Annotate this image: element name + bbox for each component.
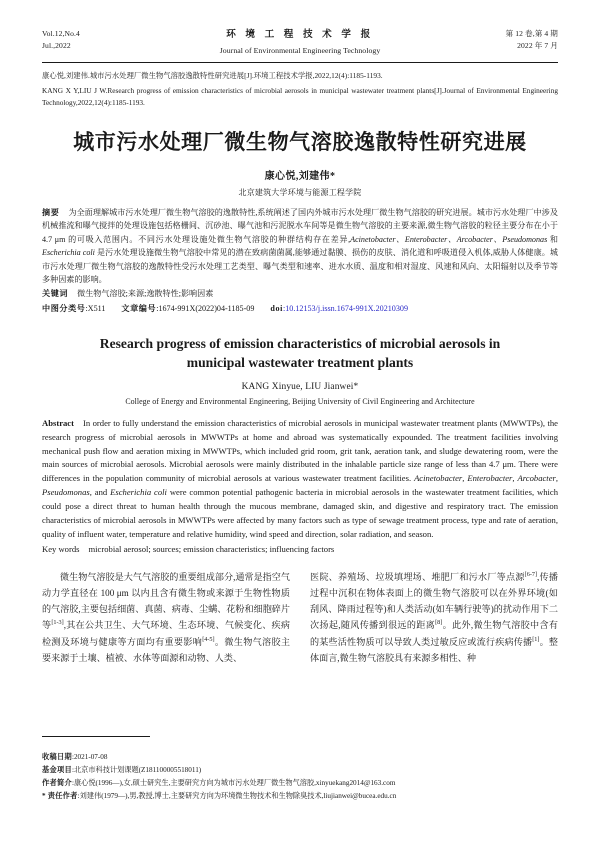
body-column-right xyxy=(310,569,558,666)
abstract-species-cn-1: Acinetobacter、Enterobacter、Arcobacter、Pseudomonas xyxy=(350,234,548,244)
affiliation-cn: 北京建筑大学环境与能源工程学院 xyxy=(238,187,362,197)
footnote-author-bio xyxy=(42,777,558,790)
body-right-text-d: 。整体面言,微生物气溶胶具有来源多相性、种 xyxy=(310,636,558,663)
doi-label: doi xyxy=(270,304,283,314)
author-bio-value: :康心悦(1996—),女,硕士研究生,主要研究方向为城市污水处理厂微生物气溶胶,xinyuekang2014@163.com xyxy=(71,778,396,787)
abstract-en: Abstract In order to fully understand the emission characteristics of microbial aerosols in municipal wastewater treatment plants (MWWTPs), the research progress of microbial aerosols in MWWTPs at home and abroad was systematically expounded. The treatment facilities involving mechanical push flow and aeration mixing in MWWTPs, which included grid room, grit tank, aeration tank, and sludge dewatering room, were the main sources of microbial aerosols. Microbial aerosols were mainly distributed in the inhalable particle size range of less than 4.7 μm. There were differences in the population community of microbial aerosols at various wastewater treatment facilities. Acinetobacter, Enterobacter, Arcobacter, Pseudomonas, and Escherichia coli were common potential pathogenic bacteria in microbial aerosols in the wastewater treatment facilities, which could pose a direct threat to human health through the mucous membrane, damaged skin, and digestive and respiratory tract. The emission characteristics of microbial aerosols in MWWTPs were affected by many factors such as type of sewage treatment process, type and rate of aeration, quality of influent water, temperature and relative humidity, wind speed and direction, solar radiation, and season. xyxy=(42,417,559,540)
corresponding-author-marker: * xyxy=(42,791,46,800)
body-columns xyxy=(42,569,558,666)
abstract-species-en-3: Arcobacter xyxy=(517,473,556,484)
body-right-text-b: ,传播过程中沉积在物体表面上的微生物气溶胶可以在外界环境(如刮风、降雨过程等)和人类活动(如车辆行驶等)的扰动作用下二次扬起,随风传播到很远的距离 xyxy=(310,571,558,631)
journal-title-en: Journal of Environmental Engineering Technology xyxy=(219,45,381,55)
article-metadata-cn xyxy=(42,302,558,316)
article-title-cn: 城市污水处理厂微生物气溶胶逸散特性研究进展 xyxy=(73,129,527,154)
clc-value: :X511 xyxy=(85,304,106,314)
abstract-species-en-4: Pseudomonas xyxy=(42,487,90,498)
doi-value[interactable]: :10.12153/j.issn.1674-991X.20210309 xyxy=(282,304,408,314)
keywords-value-en: microbial aerosol; sources; emission characteristics; influencing factors xyxy=(88,543,335,554)
corresponding-author-label: 责任作者 xyxy=(47,791,78,800)
received-date-label: 收稿日期 xyxy=(42,752,72,761)
date-cn: 2022 年 7 月 xyxy=(517,40,558,50)
fund-project-label: 基金项目 xyxy=(42,765,72,774)
authors-cn: 康心悦,刘建伟* xyxy=(264,170,336,182)
article-number xyxy=(121,304,254,313)
body-left-text-c: 。微生物气溶胶主要来源于土壤、植被、水体等面源和动物、人类、 xyxy=(42,636,290,663)
citation-ref-1[interactable]: [1-3] xyxy=(51,619,64,627)
abstract-species-en-1: Acinetobacter xyxy=(414,473,463,484)
body-right-text-a: 医院、养殖场、垃圾填埋场、堆肥厂和污水厂等点源 xyxy=(310,571,525,582)
body-paragraph-left xyxy=(42,569,290,666)
affiliation-en: College of Energy and Environmental Engineering, Beijing University of Civil Engineering and Architecture xyxy=(125,396,475,406)
date-en: Jul.,2022 xyxy=(42,40,71,50)
running-head-right xyxy=(448,28,558,52)
body-paragraph-right xyxy=(310,569,558,666)
received-date-value: :2021-07-08 xyxy=(71,752,108,761)
citation-chinese: 康心悦,刘建伟.城市污水处理厂微生物气溶胶逸散特性研究进展[J].环境工程技术学报,2022,12(4):1185-1193. xyxy=(42,70,383,80)
keywords-en xyxy=(42,543,558,557)
running-head xyxy=(42,28,558,57)
abstract-species-en-5: Escherichia coli xyxy=(110,487,167,498)
abstract-body-en-part2: were common potential pathogenic bacteria in microbial aerosols in the wastewater treatment facilities, which could pose a direct threat to human health through the mucous membrane, damaged skin, and digestive and respiratory tract. The emission characteristics of microbial aerosols in MWWTPs were affected by many factors such as type of sewage treatment process, type and rate of aeration, quality of influent water, temperature and relative humidity, wind speed and direction, solar radiation, and season. xyxy=(42,487,558,540)
citation-ref-2[interactable]: [4-5] xyxy=(202,635,215,643)
citation-ref-5[interactable]: [1] xyxy=(532,635,540,643)
authors-en: KANG Xinyue, LIU Jianwei* xyxy=(241,381,359,392)
body-right-text-c: 。此外,微生物气溶胶中含有的某些活性物质可以导致人类过敏反应或流行疾病传播 xyxy=(310,620,559,647)
clc-label: 中图分类号 xyxy=(42,304,86,314)
footnote-separator xyxy=(42,736,150,737)
footnote-received-date xyxy=(42,751,558,764)
abstract-body-cn-part1: 为全面理解城市污水处理厂微生物气溶胶的逸散特性,系统阐述了国内外城市污水处理厂微生物气溶胶的研究进展。城市污水处理厂中涉及机械推流和曝气搅拌的处理设施包括格栅间、沉砂池、曝气池和污泥脱水车间等是微生物气溶胶的主要来源,微生物气溶胶的粒径主要分布在小于 4.7 μm 的可吸入范围内。不同污水处理设施处微生物气溶胶的种群结构存在差异, xyxy=(42,207,558,244)
corresponding-author-value: :刘建伟(1979—),男,教授,博士,主要研究方向为环境微生物技术和生物除臭技术,liujianwei@bucea.edu.cn xyxy=(77,791,397,800)
abstract-species-en-2: Enterobacter xyxy=(467,473,513,484)
footnote-corresponding-author xyxy=(42,790,558,803)
volume-issue-en: Vol.12,No.4 xyxy=(42,29,80,38)
keywords-label-cn: 关键词 xyxy=(42,289,69,299)
body-left-text-a: 微生物气溶胶是大气气溶胶的重要组成部分,通常是指空气动力学直径在 100 μm 以内且含有微生物或来源于生物性物质的气溶胶,主要包括细菌、真菌、病毒、尘螨、花粉和细胞碎片等 xyxy=(42,571,290,631)
body-column-left xyxy=(42,569,290,666)
doi[interactable] xyxy=(270,304,408,313)
fund-project-value: :北京市科技计划课题(Z181100005518011) xyxy=(71,765,202,774)
header-divider xyxy=(42,62,558,63)
body-left-text-b: ,其在公共卫生、大气环境、生态环境、气候变化、疾病检测及环境与健康等方面均有重要影响 xyxy=(42,620,290,647)
keywords-cn xyxy=(42,287,558,300)
citation-ref-4[interactable]: [8] xyxy=(435,619,443,627)
article-title-en: Research progress of emission characteristics of microbial aerosols in municipal wastewater treatment plants xyxy=(99,336,501,371)
journal-title-cn: 环 境 工 程 技 术 学 报 xyxy=(226,29,374,40)
clc-number xyxy=(42,304,105,313)
running-head-left xyxy=(42,28,152,52)
abstract-cn xyxy=(42,206,558,287)
running-head-center xyxy=(152,28,448,57)
keywords-label-en: Key words xyxy=(42,543,80,554)
citation-english: KANG X Y,LIU J W.Research progress of emission characteristics of microbial aerosols in municipal wastewater treatment plants[J].Journal of Environmental Engineering Technology,2022,12(4):1185-1193. xyxy=(42,86,558,108)
abstract-conjunction-cn: 和 xyxy=(547,234,558,244)
citation-ref-3[interactable]: [6-7] xyxy=(524,570,538,578)
keywords-value-cn: 微生物气溶胶;来源;逸散特性;影响因素 xyxy=(77,289,214,299)
footnote-block xyxy=(42,751,558,803)
article-number-value: :1674-991X(2022)04-1185-09 xyxy=(156,304,255,314)
footnote-fund-project xyxy=(42,764,558,777)
abstract-species-cn-2: Escherichia coli xyxy=(42,248,95,258)
abstract-label-cn: 摘要 xyxy=(42,207,60,217)
abstract-body-cn-part2: 是污水处理设施微生物气溶胶中常见的潜在致病菌菌属,能够通过黏膜、损伤的皮肤、消化道和呼吸道侵入机体,威胁人体健康。城市污水处理厂微生物气溶胶的逸散特性受污水处理工艺类型、曝气类型和速率、进水水质、温度和相对湿度、风速和风向、太阳辐射以及季节等多种因素的影响。 xyxy=(42,248,558,284)
volume-issue-cn: 第 12 卷,第 4 期 xyxy=(505,29,558,38)
author-bio-label: 作者简介 xyxy=(42,778,72,787)
abstract-body-en-part1: In order to fully understand the emission characteristics of microbial aerosols in municipal wastewater treatment plants (MWWTPs), the research progress of microbial aerosols in MWWTPs at home and abroad was systematically expounded. The treatment facilities involving mechanical push flow and aeration mixing in MWWTPs, which included grid room, grit tank, aeration tank, and sludge dewatering room, were the main sources of microbial aerosols. Microbial aerosols were mainly distributed in the inhalable particle size range of less than 4.7 μm. There were differences in the population community of microbial aerosols at various wastewater treatment facilities. xyxy=(42,417,558,484)
article-number-label: 文章编号 xyxy=(121,304,157,314)
abstract-label-en: Abstract xyxy=(42,417,74,428)
